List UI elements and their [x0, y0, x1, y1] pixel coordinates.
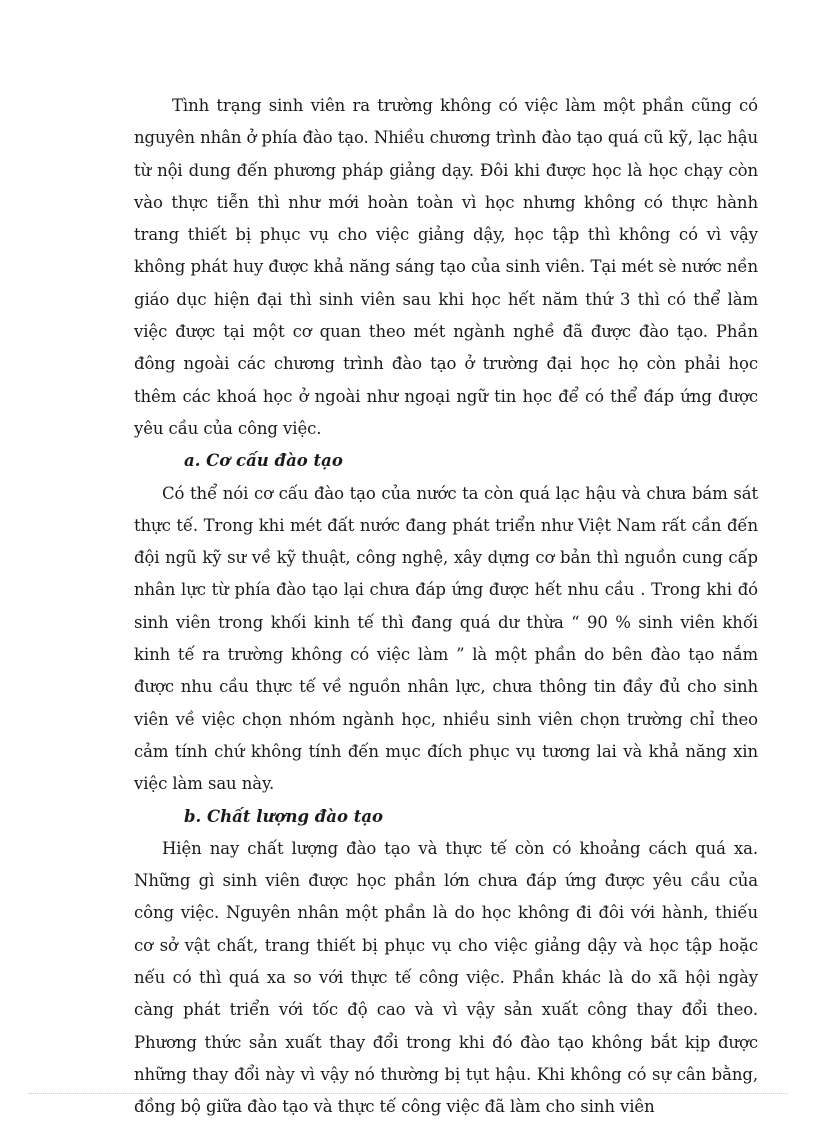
paragraph-intro: Tình trạng sinh viên ra trường không có việc làm một phần cũng có nguyên nhân ở phía đào tạo. Nhiều chương trình đào tạo quá cũ kỹ, lạc hậu từ nội dung đến phương pháp giảng dạy. Đôi khi được học là học chạy còn vào thực tiễn thì như mới hoàn toàn vì học nhưng không có thực hành trang thiết bị phục vụ cho việc giảng dậy, học tập thì không có vì vậy không phát huy được khả năng sáng tạo của sinh viên. Tại mét sè nước nền giáo dục hiện đại thì sinh viên sau khi học hết năm thứ 3 thì có thể làm việc được tại một cơ quan theo mét ngành nghề đã được đào tạo. Phần đông ngoài các chương trình đào tạo ở trường đại học họ còn phải học thêm các khoá học ở ngoài như ngoại ngữ tin học để có thể đáp ứng được yêu cầu của công việc.: [134, 96, 758, 438]
section-heading-a: a. Cơ cấu đào tạo: [184, 451, 343, 471]
paragraph-quality: Hiện nay chất lượng đào tạo và thực tế còn có khoảng cách quá xa. Những gì sinh viên được học phần lớn chưa đáp ứng được yêu cầu của công việc. Nguyên nhân một phần là do học không đi đôi với hành, thiếu cơ sở vật chất, trang thiết bị phục vụ cho việc giảng dậy và học tập hoặc nếu có thì quá xa so với thực tế công việc. Phần khác là do xã hội ngày càng phát triển với tốc độ cao và vì vậy sản xuất công thay đổi theo. Phương thức sản xuất thay đổi trong khi đó đào tạo không bắt kịp được những thay đổi này vì vậy nó thường bị tụt hậu. Khi không có sự cân bằng, đồng bộ giữa đào tạo và thực tế công việc đã làm cho sinh viên: [134, 838, 758, 1117]
paragraph-structure: Có thể nói cơ cấu đào tạo của nước ta còn quá lạc hậu và chưa bám sát thực tế. Trong khi mét đất nước đang phát triển như Việt Nam rất cần đến đội ngũ kỹ sư về kỹ thuật, công nghệ, xây dựng cơ bản thì nguồn cung cấp nhân lực từ phía đào tạo lại chưa đáp ứng được hết nhu cầu . Trong khi đó sinh viên trong khối kinh tế thì đang quá dư thừa “ 90 % sinh viên khối kinh tế ra trường không có việc làm ” là một phần do bên đào tạo nắm được nhu cầu thực tế về nguồn nhân lực, chưa thông tin đầy đủ cho sinh viên về việc chọn nhóm ngành học, nhiều sinh viên chọn trường chỉ theo cảm tính chứ không tính đến mục đích phục vụ tương lai và khả năng xin việc làm sau này.: [134, 483, 758, 794]
document-body: [134, 90, 758, 1124]
section-heading-b: b. Chất lượng đào tạo: [184, 806, 384, 826]
footer-divider: [28, 1093, 788, 1094]
